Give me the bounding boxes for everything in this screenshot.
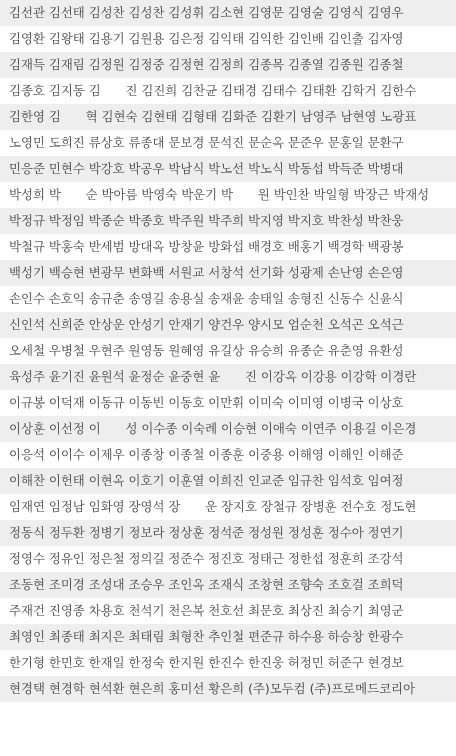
name-row: 백성기 백승현 변광무 변화백 서원교 서창석 선기화 성광제 손난영 손은영 [0,260,456,286]
name-row: 노영민 도희진 류상호 류종대 문보경 문석진 문순옥 문준우 문홍일 문환구 [9,135,404,150]
name-row: 정영수 정유인 정은철 정의길 정준수 정진호 정태근 정한섭 정훈희 조강석 [9,551,404,566]
name-row: 민응준 민현수 박강호 박공우 박남식 박노선 박노식 박동섭 박득준 박병대 [0,156,456,182]
name-row: 김선관 김선태 김성찬 김성찬 김성휘 김소현 김영문 김영술 김영식 김영우 [0,0,456,26]
name-row: 조동현 조미경 조성대 조승우 조인옥 조재식 조창현 조향숙 조호걸 조희덕 [0,572,456,598]
name-row: 육성주 윤기진 윤원석 윤정순 윤중현 윤 진 이강옥 이강용 이강학 이경란 [0,364,456,390]
name-row: 박성희 박 순 박아름 박영숙 박운기 박 원 박인찬 박일형 박장근 박재성 [9,187,430,202]
name-row: 현경택 현경학 현석환 현은희 홍미선 황은희 (주)모두컴 (주)프로메드코리아 [0,676,456,702]
name-row: 김영환 김왕태 김용기 김원용 김은정 김익태 김익한 김인배 김인출 김자영 [9,31,404,46]
name-row: 신인석 신희준 안상운 안성기 안재기 양건우 양시모 엄순천 오석곤 오석근 [0,312,456,338]
name-row: 이규봉 이덕재 이동규 이동빈 이동호 이만휘 이미숙 이미영 이병국 이상호 [9,395,404,410]
name-row: 김한영 김 혁 김현숙 김현태 김형태 김화준 김환기 남영주 남현영 노광표 [0,104,456,130]
name-row: 손인수 손호익 송규춘 송영길 송용실 송재윤 송태일 송형진 신동수 신윤식 [9,291,404,306]
name-row: 이상훈 이선정 이 성 이수종 이숙례 이승현 이애숙 이연주 이용길 이은경 [0,416,456,442]
name-row: 임재연 임정남 임화영 장영석 장 운 장지호 장철규 장병훈 전수호 정도현 [9,499,417,514]
name-row: 오세철 우병철 우현주 원영동 원혜영 유길상 유승희 유종순 유춘영 유환성 [9,343,404,358]
name-row: 최영인 최종태 최지은 최태림 최형찬 추인철 편준규 하수용 하승창 한광수 [0,624,456,650]
name-row: 한기형 한민호 한재일 한정숙 한지원 한진수 한진웅 허정민 허준구 현경보 [9,655,404,670]
name-row: 정동식 정두환 정병기 정보라 정상훈 정석준 정성원 정성훈 정수아 정연기 [0,520,456,546]
name-row: 김종호 김지동 김 진 김진희 김찬균 김태경 김태수 김태환 김학거 김한수 [9,83,417,98]
name-row: 박정규 박정임 박종순 박종호 박주원 박주희 박지영 박지호 박찬성 박찬웅 [0,208,456,234]
name-row: 이해찬 이헌태 이현옥 이호기 이훈열 이희진 인교준 임규찬 임석호 임여정 [0,468,456,494]
name-row: 박철규 박홍숙 반세범 방대옥 방창윤 방화섭 배경호 배홍기 백경학 백광봉 [9,239,404,254]
name-row: 김재득 김재림 김정원 김정중 김정현 김정희 김종목 김종열 김종원 김종철 [0,52,456,78]
name-row: 주재건 진영종 차용호 천석기 천은복 천호선 최문호 최상진 최승기 최영군 [9,603,404,618]
name-row: 이응석 이이수 이제우 이종창 이종철 이종훈 이중용 이해영 이해인 이해준 [9,447,404,462]
